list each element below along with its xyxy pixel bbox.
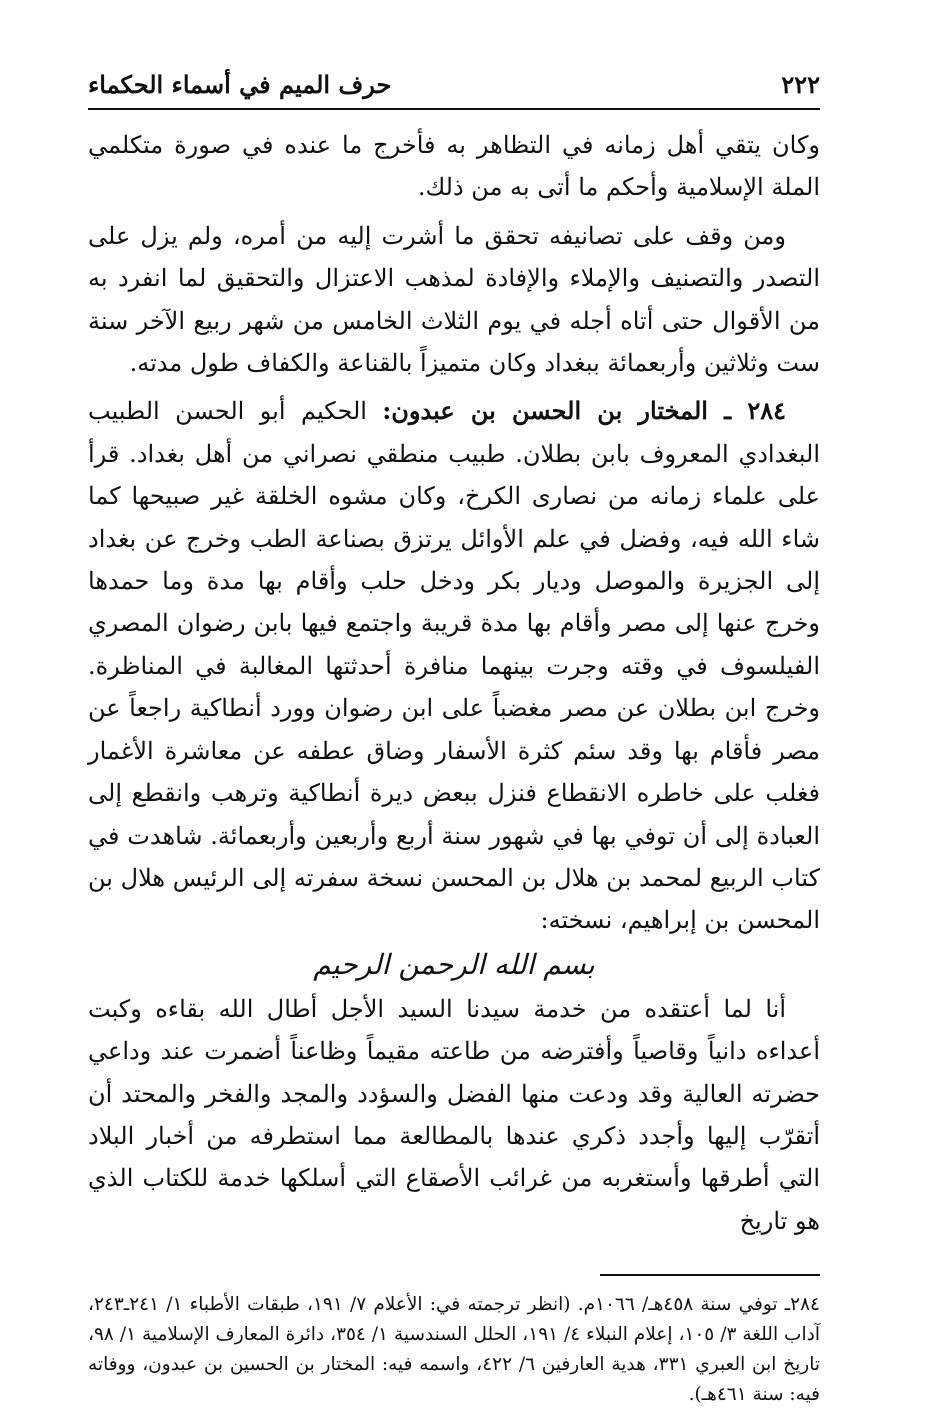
entry-text: الحكيم أبو الحسن الطبيب البغدادي المعروف بابن بطلان. طبيب منطقي نصراني من أهل بغداد. قرأ على علماء زمانه من نصارى الكرخ، وكان مشوه الخلقة غير صبيحها كما شاء الله فيه، وفضل في علم الأوائل يرتزق بصناعة الطب وخرج عن بغداد إلى الجزيرة والموصل وديار بكر ودخل حلب وأقام بها مدة وما حمدها وخرج عنها إلى مصر وأقام بها مدة قريبة واجتمع فيها بابن رضوان المصري الفيلسوف في وقته وجرت بينهما منافرة أحدثتها المغالبة في المناظرة. وخرج ابن بطلان عن مصر مغضباً على ابن رضوان وورد أنطاكية راجعاً عن مصر فأقام بها وقد سئم كثرة الأسفار وضاق عطفه عن معاشرة الأغمار فغلب على خاطره الانقطاع فنزل ببعض ديرة أنطاكية وترهب وانقطع إلى العبادة إلى أن توفي بها في شهور سنة أربع وأربعين وأربعمائة. شاهدت في كتاب الربيع لمحمد بن هلال بن المحسن نسخة سفرته إلى الرئيس هلال بن المحسن بن إبراهيم، نسخته: — [88, 397, 821, 935]
paragraph-2: ومن وقف على تصانيفه تحقق ما أشرت إليه من أمره، ولم يزل على التصدر والتصنيف والإملاء والإفادة لمذهب الاعتزال والتحقيق لما انفرد به من الأقوال حتى أتاه أجله في يوم الثلاث الخامس من شهر ربيع الآخر سنة ست وثلاثين وأربعمائة ببغداد وكان متميزاً بالقناعة والكفاف طول مدته. — [88, 221, 821, 378]
footnote: ٢٨٤ـ توفي سنة ٤٥٨هـ/ ١٠٦٦م. (انظر ترجمته في: الأعلام ٧/ ١٩١، طبقات الأطباء ١/ ٢٤١ـ٢٤٣، آداب اللغة ٣/ ١٠٥، إعلام النبلاء ٤/ ١٩١، الحلل السندسية ١/ ٣٥٤، دائرة المعارف الإسلامية ١/ ٩٨، تاريخ ابن العبري ٣٣١، هدية العارفين ٦/ ٤٢٢، واسمه فيه: المختار بن الحسين بن عبدون، ووفاته فيه: سنة ٤٦١هـ). — [88, 1294, 820, 1406]
book-page — [88, 70, 820, 1410]
paragraph-1: وكان يتقي أهل زمانه في التظاهر به فأخرج ما عنده في صورة متكلمي الملة الإسلامية وأحكم ما أتى به من ذلك. — [88, 131, 820, 202]
biography-entry — [88, 390, 820, 941]
page-number: ٢٢٢ — [781, 70, 820, 99]
letter-paragraph: أنا لما أعتقده من خدمة سيدنا السيد الأجل أطال الله بقاءه وكبت أعداءه دانياً وقاصياً وأفترضه من طاعته مقيماً وظاعناً أضمرت عند وداعي حضرته العالية وقد ودعت منها الفضل والسؤدد والمجد والفخر والمحتد أن أتقرّب إليها وأجدد ذكري عندها بالمطالعة مما استطرفه من أخبار البلاد التي أطرقها وأستغربه من غرائب الأصقاع التي أسلكها خدمة للكتاب الذي هو تاريخ — [88, 994, 820, 1235]
basmala: بسم الله الرحمن الرحيم — [313, 947, 595, 981]
footnote-rule — [600, 1274, 820, 1276]
running-header — [88, 70, 820, 106]
running-title: حرف الميم في أسماء الحكماء — [88, 70, 392, 99]
header-rule — [88, 108, 820, 110]
entry-heading: ٢٨٤ ـ المختار بن الحسن بن عبدون: — [382, 396, 786, 426]
